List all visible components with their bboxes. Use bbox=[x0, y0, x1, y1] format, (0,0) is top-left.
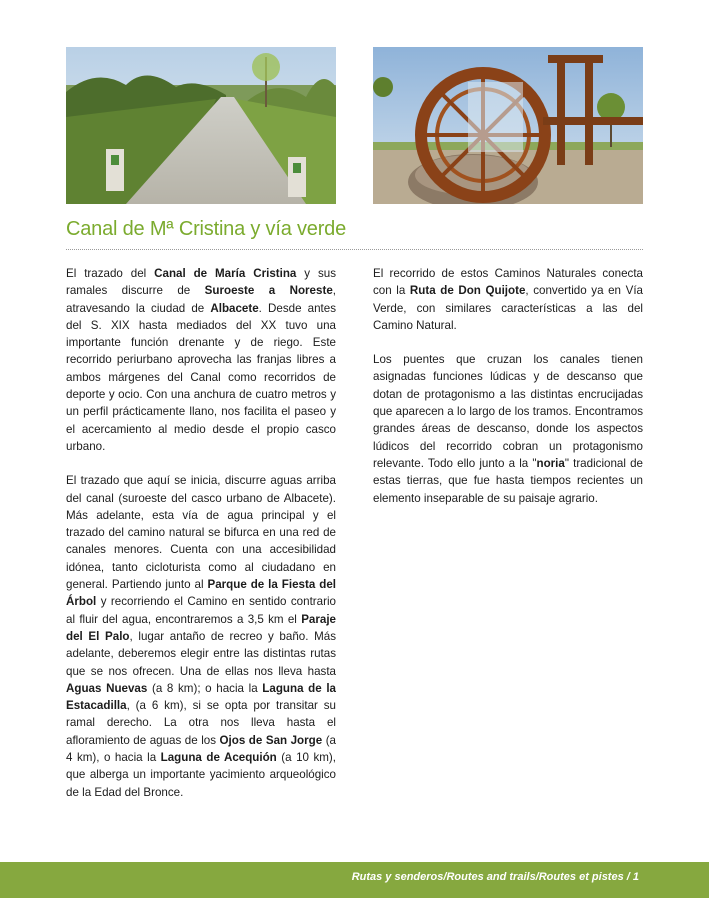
highlighted-text: noria bbox=[536, 456, 565, 470]
body-text: , atravesando la ciudad de bbox=[66, 284, 336, 315]
body-text: " tradicional de estas tierras, que fue hasta tiempos recientes un elemento inseparable de su paisaje agrario. bbox=[373, 456, 643, 505]
path-image-icon bbox=[66, 47, 336, 204]
body-text: Los puentes que cruzan los canales tienen asignadas funciones lúdicas y de descanso que dotan de protagonismo a las distintas encrucijadas que aparecen a lo largo de los tramos. Encontramos grandes áreas de descanso, donde los aspectos lúdicos del recorrido cobran un protagonismo relevante. Todo ello junto a la " bbox=[373, 353, 643, 470]
page-title: Canal de Mª Cristina y vía verde bbox=[66, 218, 347, 240]
text-column-left bbox=[66, 265, 336, 801]
body-text: , convertido ya en Vía Verde, con similares características a las del Camino Natural. bbox=[373, 284, 643, 332]
footer-text: Rutas y senderos/Routes and trails/Routes et pistes / 1 bbox=[351, 871, 639, 883]
highlighted-text: Suroeste a Noreste bbox=[204, 284, 333, 298]
body-text: (a 10 km), que alberga un importante yacimiento arqueológico de la Edad del Bronce. bbox=[66, 751, 337, 799]
text-column-right bbox=[373, 265, 643, 507]
paragraph bbox=[373, 351, 643, 507]
highlighted-text: Paraje del El Palo bbox=[66, 612, 336, 643]
body-text: (a 8 km); o hacia la bbox=[147, 681, 263, 695]
photo-water-wheel bbox=[373, 47, 643, 204]
body-text: El trazado que aquí se inicia, discurre aguas arriba del canal (suroeste del casco urbano de Albacete). Más adelante, esta vía de agua principal y el trazado del camino natural se bifurca en una red de canales menores. Cuenta con una accesibilidad idónea, tanto cicloturista como al ciudadano en general. Partiendo junto al bbox=[66, 474, 336, 592]
body-text: El recorrido de estos Caminos Naturales conecta con la bbox=[373, 267, 643, 298]
body-text: (a 4 km), o hacia la bbox=[66, 733, 337, 765]
paragraph bbox=[66, 265, 336, 455]
highlighted-text: Aguas Nuevas bbox=[66, 681, 148, 695]
body-text: y sus ramales discurre de bbox=[66, 267, 336, 298]
body-text: , (a 6 km), si se opta por transitar su ramal derecho. La otra nos lleva hasta el afloramiento de aguas de los bbox=[66, 699, 336, 747]
body-text: El trazado del bbox=[66, 267, 155, 280]
highlighted-text: Laguna de la Estacadilla bbox=[66, 681, 336, 713]
paragraph bbox=[66, 472, 336, 801]
body-text: . Desde antes del S. XIX hasta mediados del XX tuvo una importante función drenante y de riego. Este recorrido periurbano aprovecha las franjas libres a ambos márgenes del Canal como recorridos de deporte y ocio. Con una anchura de cuatro metros y un perfil prácticamente llano, nos facilita el paseo y el acercamiento al medio desde el propio casco urbano. bbox=[66, 301, 336, 453]
highlighted-text: Canal de María Cristina bbox=[154, 267, 297, 280]
water-wheel-image-icon bbox=[373, 47, 643, 204]
photo-path bbox=[66, 47, 336, 204]
body-text: y recorriendo el Camino en sentido contrario al fluir del agua, encontraremos a 3,5 km el bbox=[66, 595, 336, 626]
highlighted-text: Laguna de Acequión bbox=[160, 751, 277, 765]
footer-bar bbox=[0, 862, 709, 898]
paragraph bbox=[373, 265, 643, 334]
title-divider bbox=[66, 249, 643, 250]
body-text: , lugar antaño de recreo y baño. Más adelante, deberemos elegir entre las distintas rutas que se nos ofrecen. Una de ellas nos lleva hasta bbox=[66, 629, 336, 678]
highlighted-text: Ruta de Don Quijote bbox=[409, 284, 526, 298]
highlighted-text: Parque de la Fiesta del Árbol bbox=[66, 578, 336, 609]
highlighted-text: Albacete bbox=[210, 301, 259, 315]
highlighted-text: Ojos de San Jorge bbox=[219, 733, 323, 747]
